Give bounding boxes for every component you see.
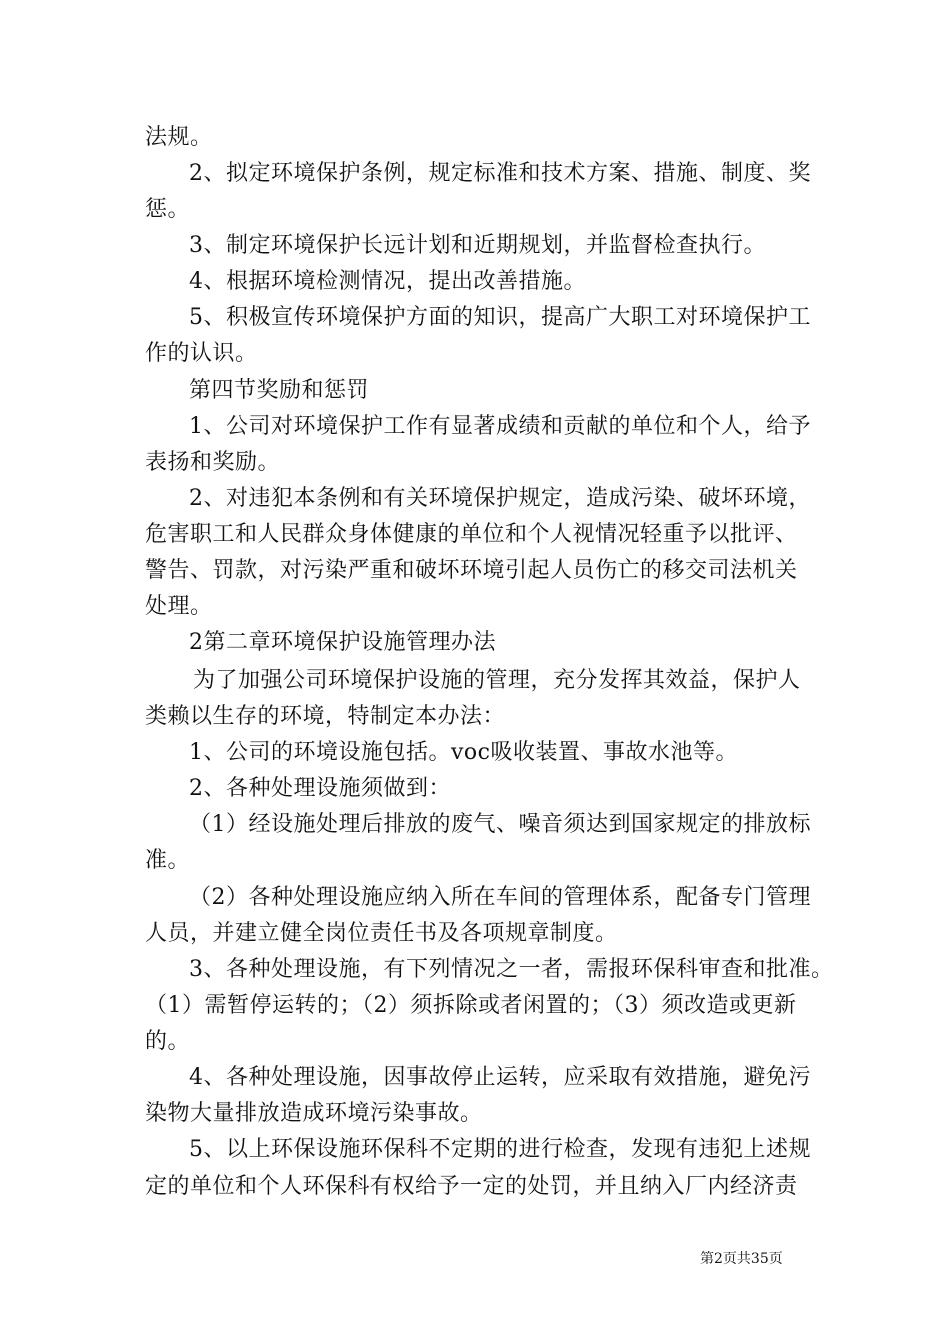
text-line: 的。 xyxy=(145,1029,191,1054)
page-number: 第2页共35页 xyxy=(700,1251,783,1267)
section-heading: 第四节奖励和惩罚 xyxy=(189,378,370,403)
text-line: （1）经设施处理后排放的废气、噪音须达到国家规定的排放标 xyxy=(189,812,811,837)
text-line: 作的认识。 xyxy=(145,341,258,366)
text-line: 3、各种处理设施，有下列情况之一者，需报环保科审查和批准。 xyxy=(189,957,834,982)
text-line: 准。 xyxy=(145,848,191,873)
chapter-heading: 2第二章环境保护设施管理办法 xyxy=(189,630,496,655)
text-line: 1、公司对环境保护工作有显著成绩和贡献的单位和个人，给予 xyxy=(189,414,811,439)
text-line: 处理。 xyxy=(145,594,213,619)
text-line: （1）需暂停运转的；（2）须拆除或者闲置的；（3）须改造或更新 xyxy=(145,993,797,1018)
text-line: 类赖以生存的环境，特制定本办法： xyxy=(145,704,506,729)
text-line: 法规。 xyxy=(145,125,213,150)
text-line: 危害职工和人民群众身体健康的单位和个人视情况轻重予以批评、 xyxy=(145,522,798,547)
text-line: 4、根据环境检测情况，提出改善措施。 xyxy=(189,269,586,294)
text-line: 2、各种处理设施须做到： xyxy=(189,776,451,801)
text-line: 警告、罚款，对污染严重和破坏环境引起人员伤亡的移交司法机关 xyxy=(145,558,798,583)
text-line: 染物大量排放造成环境污染事故。 xyxy=(145,1101,483,1126)
text-line: 4、各种处理设施，因事故停止运转，应采取有效措施，避免污 xyxy=(189,1065,811,1090)
text-line: 5、以上环保设施环保科不定期的进行检查，发现有违犯上述规 xyxy=(189,1137,811,1162)
text-line: 定的单位和个人环保科有权给予一定的处罚，并且纳入厂内经济责 xyxy=(145,1174,798,1199)
text-line: 3、制定环境保护长远计划和近期规划，并监督检查执行。 xyxy=(189,233,766,258)
text-line: 2、拟定环境保护条例，规定标准和技术方案、措施、制度、奖 xyxy=(189,161,811,186)
text-line: 5、积极宣传环境保护方面的知识，提高广大职工对环境保护工 xyxy=(189,305,811,330)
text-line: （2）各种处理设施应纳入所在车间的管理体系，配备专门管理 xyxy=(189,885,811,910)
text-line: 2、对违犯本条例和有关环境保护规定，造成污染、破坏环境， xyxy=(189,486,811,511)
text-line: 1、公司的环境设施包括。voc吸收装置、事故水池等。 xyxy=(189,740,738,765)
text-line: 为了加强公司环境保护设施的管理，充分发挥其效益，保护人 xyxy=(193,668,801,693)
text-line: 惩。 xyxy=(145,197,191,222)
text-line: 表扬和奖励。 xyxy=(145,450,281,475)
text-line: 人员，并建立健全岗位责任书及各项规章制度。 xyxy=(145,921,618,946)
